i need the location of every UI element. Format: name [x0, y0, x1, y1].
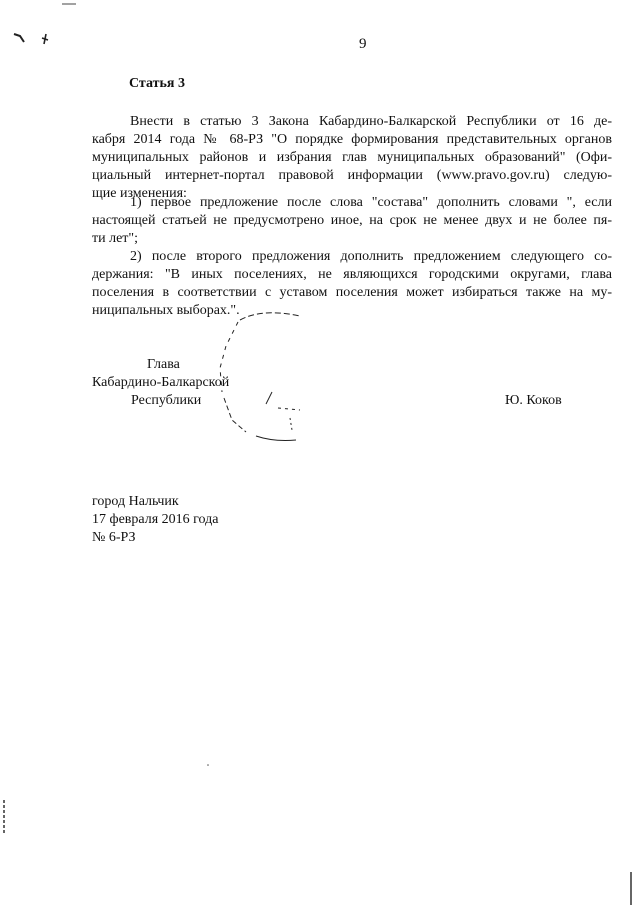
law-number: № 6-РЗ	[92, 530, 136, 545]
paragraph-line: ти лет";	[92, 231, 139, 246]
paragraph-2	[92, 194, 612, 248]
paragraph-line: поселения в соответствии с уставом поселения может избираться также на му-	[92, 285, 612, 300]
date: 17 февраля 2016 года	[92, 512, 219, 527]
paragraph-line: настоящей статьей не предусмотрено иное, на срок не менее двух и не более пя-	[92, 213, 612, 228]
place-and-date	[92, 493, 219, 547]
paragraph-3	[92, 248, 612, 320]
paragraph-1	[92, 113, 612, 203]
signatory-title-line-1: Глава	[147, 357, 180, 372]
paragraph-line: Внести в статью 3 Закона Кабардино-Балкарской Республики от 16 де-	[130, 114, 612, 129]
paragraph-line: ниципальных выборах.".	[92, 303, 240, 318]
paragraph-line: 2) после второго предложения дополнить предложением следующего со-	[130, 249, 612, 264]
signatory-title-line-3: Республики	[131, 393, 202, 408]
city: город Нальчик	[92, 494, 179, 509]
paragraph-line: муниципальных районов и избрания глав муниципальных образований" (Офи-	[92, 150, 612, 165]
signatory-title-line-2: Кабардино-Балкарской	[92, 375, 230, 390]
article-title: Статья 3	[129, 76, 185, 91]
paragraph-line: кабря 2014 года № 68-РЗ "О порядке формирования представительных органов	[92, 132, 612, 147]
paragraph-line: держания: "В иных поселениях, не являющихся городскими округами, глава	[92, 267, 612, 282]
page-number: 9	[359, 36, 367, 52]
paragraph-line: щие изменения:	[92, 186, 187, 201]
paragraph-line: 1) первое предложение после слова "состава" дополнить словами ", если	[130, 195, 612, 210]
signatory-name: Ю. Коков	[505, 393, 562, 408]
paragraph-line: циальный интернет-портал правовой информации (www.pravo.gov.ru) следую-	[92, 168, 612, 183]
